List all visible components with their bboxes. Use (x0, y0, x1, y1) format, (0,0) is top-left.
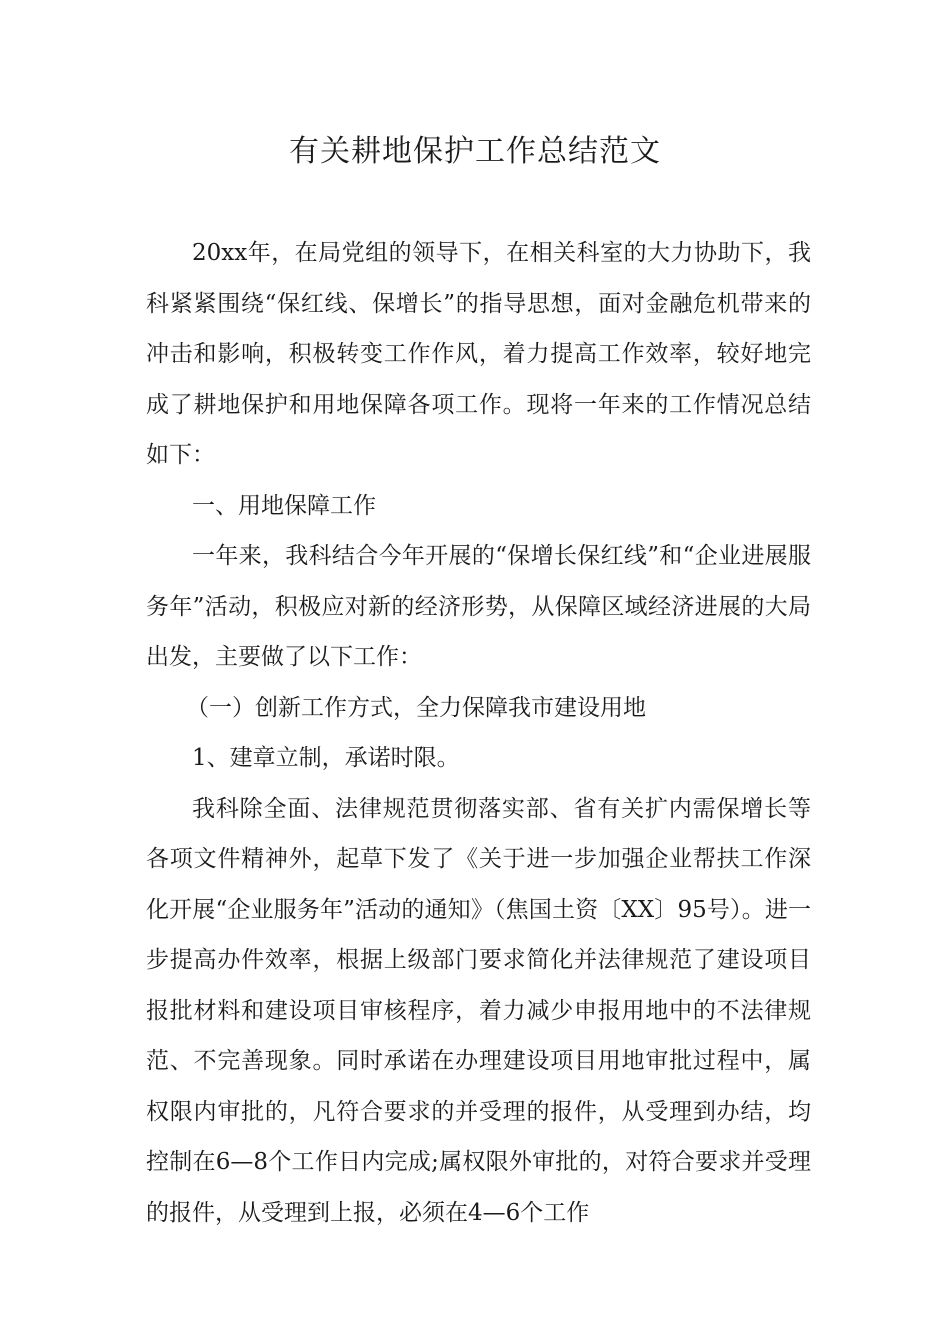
document-body (146, 228, 811, 1238)
paragraph-overview: 一年来，我科结合今年开展的“保增长保红线”和“企业进展服务年”活动，积极应对新的经济形势，从保障区域经济进展的大局出发，主要做了以下工作： (146, 543, 811, 670)
item-heading-rules-and-deadlines: 1、建章立制，承诺时限。 (192, 745, 460, 771)
subsection-heading-innovate-methods: （一）创新工作方式，全力保障我市建设用地 (186, 694, 646, 721)
paragraph-intro: 20xx年，在局党组的领导下，在相关科室的大力协助下，我科紧紧围绕“保红线、保增长”的指导思想，面对金融危机带来的冲击和影响，积极转变工作作风，着力提高工作效率，较好地完成了耕地保护和用地保障各项工作。现将一年来的工作情况总结如下： (146, 240, 811, 468)
section-heading-land-use-guarantee: 一、用地保障工作 (192, 492, 376, 519)
document-title: 有关耕地保护工作总结范文 (289, 134, 661, 169)
paragraph-details: 我科除全面、法律规范贯彻落实部、省有关扩内需保增长等各项文件精神外，起草下发了《关于进一步加强企业帮扶工作深化开展“企业服务年”活动的通知》（焦国土资〔XX〕95号）。进一步提高办件效率，根据上级部门要求简化并法律规范了建设项目报批材料和建设项目审核程序，着力减少申报用地中的不法律规范、不完善现象。同时承诺在办理建设项目用地审批过程中，属权限内审批的，凡符合要求的并受理的报件，从受理到办结，均控制在6—8个工作日内完成;属权限外审批的，对符合要求并受理的报件，从受理到上报，必须在4—6个工作 (146, 795, 811, 1226)
